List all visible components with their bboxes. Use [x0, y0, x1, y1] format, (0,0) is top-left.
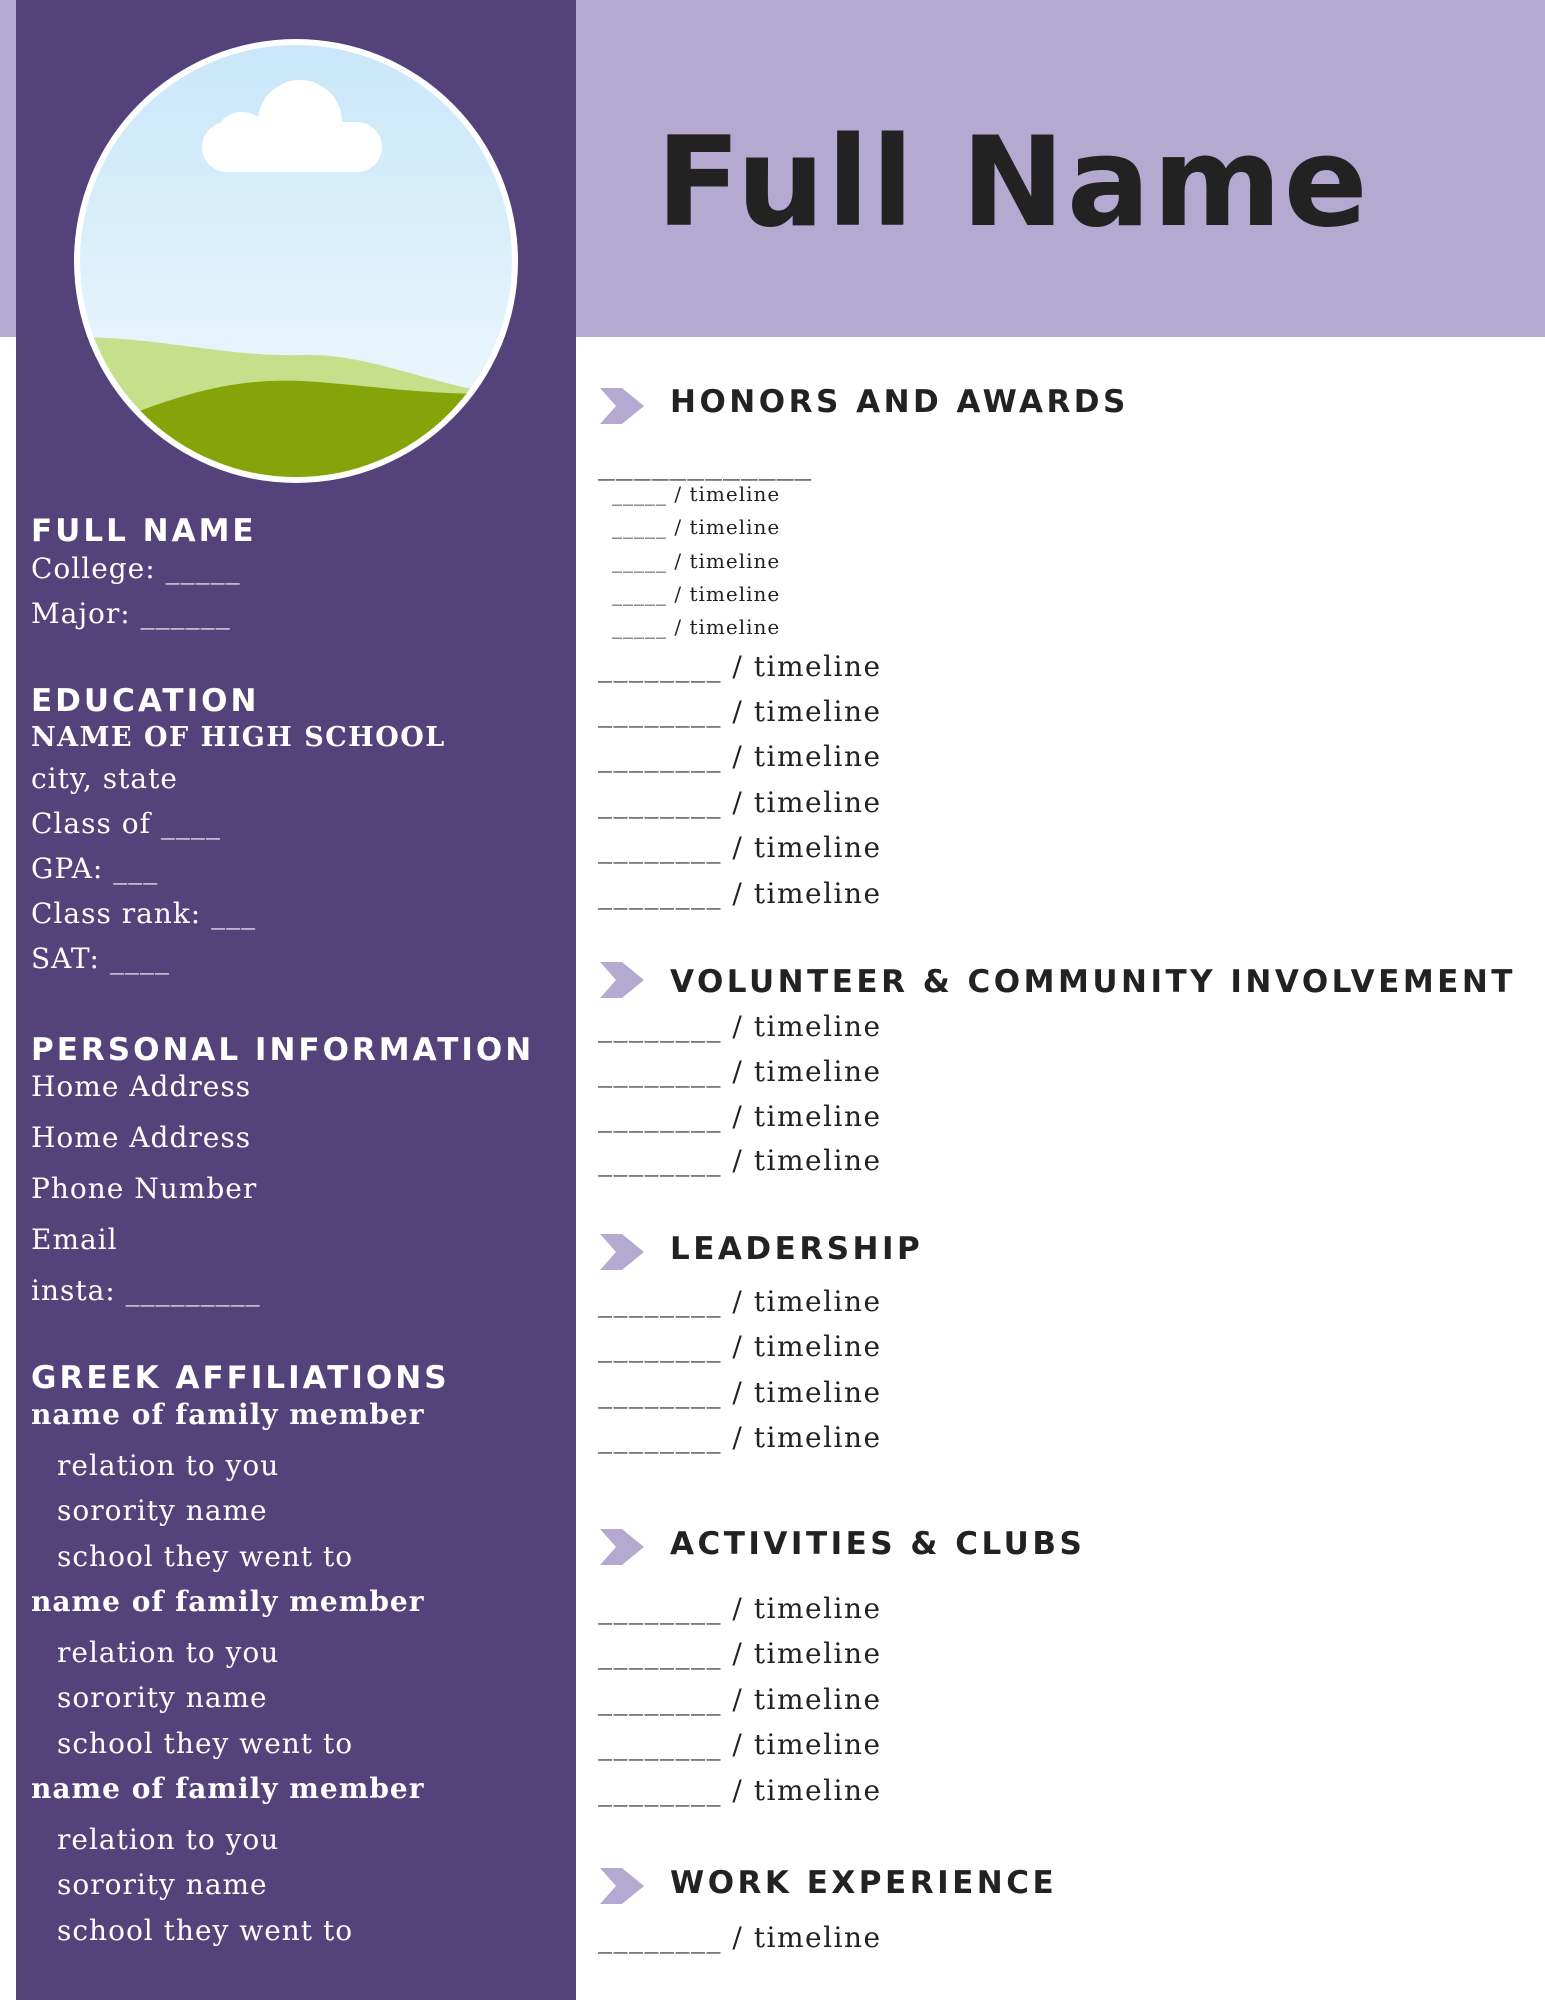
honors-entry: ________ / timeline [598, 786, 882, 819]
education-line: SAT: ____ [31, 942, 170, 975]
activities-entry: ________ / timeline [598, 1683, 882, 1716]
family-member-name: name of family member [31, 1772, 425, 1805]
college-line: College: _____ [31, 552, 241, 585]
education-heading: EDUCATION [31, 683, 260, 719]
activities-entry: ________ / timeline [598, 1592, 882, 1625]
honors-heading: HONORS AND AWARDS [670, 384, 1129, 420]
education-line: city, state [31, 762, 178, 795]
leadership-entry: ________ / timeline [598, 1376, 882, 1409]
honors-entry: ________ / timeline [598, 740, 882, 773]
personal-info-line: Phone Number [31, 1172, 258, 1205]
volunteer-entry: ________ / timeline [598, 1100, 882, 1133]
activities-entry: ________ / timeline [598, 1774, 882, 1807]
personal-info-line: Home Address [31, 1070, 252, 1103]
education-line: GPA: ___ [31, 852, 159, 885]
profile-name-heading: FULL NAME [31, 513, 257, 549]
honors-blank-line: ____________ [598, 448, 813, 481]
honors-entry: ________ / timeline [598, 695, 882, 728]
leadership-entry: ________ / timeline [598, 1330, 882, 1363]
activities-entry: ________ / timeline [598, 1637, 882, 1670]
family-school: school they went to [57, 1914, 354, 1947]
activities-entry: ________ / timeline [598, 1728, 882, 1761]
honors-sub-entry: _____ / timeline [612, 549, 781, 573]
family-school: school they went to [57, 1727, 354, 1760]
personal-info-line: Email [31, 1223, 118, 1256]
volunteer-entry: ________ / timeline [598, 1010, 882, 1043]
volunteer-entry: ________ / timeline [598, 1144, 882, 1177]
leadership-heading: LEADERSHIP [670, 1231, 924, 1267]
chevron-right-icon [600, 1234, 646, 1270]
family-relation: relation to you [57, 1449, 280, 1482]
leadership-entry: ________ / timeline [598, 1285, 882, 1318]
honors-sub-entry: _____ / timeline [612, 482, 781, 506]
greek-affiliations-heading: GREEK AFFILIATIONS [31, 1360, 450, 1396]
family-relation: relation to you [57, 1823, 280, 1856]
landscape-photo [72, 37, 520, 485]
honors-sub-entry: _____ / timeline [612, 582, 781, 606]
family-member-name: name of family member [31, 1585, 425, 1618]
family-sorority: sorority name [57, 1868, 268, 1901]
honors-entry: ________ / timeline [598, 877, 882, 910]
education-line: Class rank: ___ [31, 897, 257, 930]
high-school-name: NAME OF HIGH SCHOOL [31, 722, 446, 753]
volunteer-heading: VOLUNTEER & COMMUNITY INVOLVEMENT [670, 964, 1516, 1000]
leadership-entry: ________ / timeline [598, 1421, 882, 1454]
work-experience-heading: WORK EXPERIENCE [670, 1865, 1058, 1901]
activities-heading: ACTIVITIES & CLUBS [670, 1526, 1086, 1562]
education-line: Class of ____ [31, 807, 221, 840]
chevron-right-icon [600, 962, 646, 998]
family-relation: relation to you [57, 1636, 280, 1669]
volunteer-entry: ________ / timeline [598, 1055, 882, 1088]
honors-sub-entry: _____ / timeline [612, 615, 781, 639]
personal-info-line: insta: _________ [31, 1274, 261, 1307]
chevron-right-icon [600, 1529, 646, 1565]
family-sorority: sorority name [57, 1494, 268, 1527]
personal-info-line: Home Address [31, 1121, 252, 1154]
major-line: Major: ______ [31, 597, 231, 630]
family-member-name: name of family member [31, 1398, 425, 1431]
honors-sub-entry: _____ / timeline [612, 515, 781, 539]
work-entry: ________ / timeline [598, 1921, 882, 1954]
personal-info-heading: PERSONAL INFORMATION [31, 1032, 535, 1068]
honors-entry: ________ / timeline [598, 831, 882, 864]
family-sorority: sorority name [57, 1681, 268, 1714]
chevron-right-icon [600, 1868, 646, 1904]
page-title: Full Name [656, 111, 1370, 255]
chevron-right-icon [600, 388, 646, 424]
family-school: school they went to [57, 1540, 354, 1573]
honors-entry: ________ / timeline [598, 650, 882, 683]
